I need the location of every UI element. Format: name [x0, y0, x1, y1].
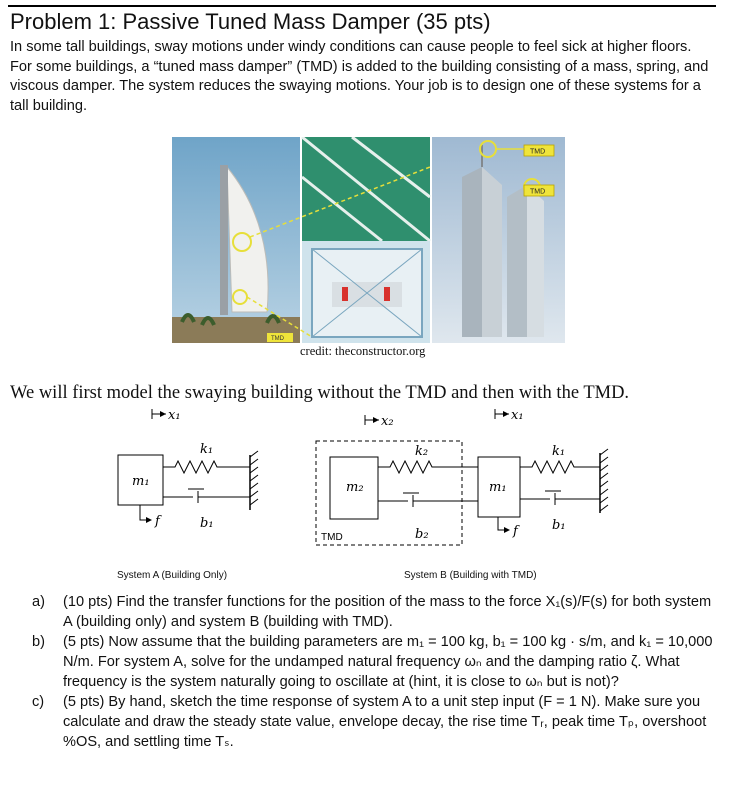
question-b-text: (5 pts) Now assume that the building parameters are m₁ = 100 kg, b₁ = 100 kg · s/m, and k₁ = 10,000 N/m. For system A, solve for the undamped natural frequency ωₙ and the damping ratio ζ. What frequency is the system naturally going to oscillate at (hint, it is close to ωₙ but is not)? — [63, 634, 713, 690]
system-a-spring-label: k₁ — [200, 442, 214, 457]
tmd-tag-lower: TMD — [530, 188, 546, 196]
question-a — [10, 592, 720, 632]
system-b-diagram — [316, 408, 608, 545]
system-a-mass-label: m₁ — [132, 474, 150, 489]
tmd-box-label: TMD — [321, 532, 343, 543]
lead-sentence: We will first model the swaying building without the TMD and then with the TMD. — [10, 383, 630, 403]
system-a-x1-label: x₁ — [168, 408, 181, 423]
system-b-m1-label: m₁ — [489, 480, 507, 495]
intro-paragraph: In some tall buildings, sway motions under windy conditions can cause people to feel sick at higher floors. For some buildings, a “tuned mass damper” (TMD) is added to the building consisting of a mass, spring, and viscous damper. The system reduces the swaying motions. Your job is to design one of these systems for a tall building. — [10, 39, 709, 114]
system-a-diagram — [118, 408, 258, 531]
tmd-tag-left: TMD — [271, 336, 284, 342]
question-c — [10, 692, 720, 752]
system-b-b1-label: b₁ — [552, 518, 566, 533]
photo-damper-closeup — [302, 137, 430, 343]
problem-title: Problem 1: Passive Tuned Mass Damper (35 pts) — [10, 9, 491, 34]
photo-credit: credit: theconstructor.org — [300, 344, 426, 358]
system-a-caption: System A (Building Only) — [117, 570, 228, 581]
top-rule — [8, 5, 716, 7]
system-a-damper-label: b₁ — [200, 516, 214, 531]
question-c-marker: c) — [32, 694, 45, 710]
system-a-force-label: f — [155, 514, 160, 529]
system-b-k1-label: k₁ — [552, 444, 566, 459]
photo-sail-building — [172, 137, 300, 343]
system-b-x2-label: x₂ — [381, 414, 394, 429]
system-b-x1-label: x₁ — [511, 408, 524, 423]
tmd-tag-upper: TMD — [530, 148, 546, 156]
system-b-m2-label: m₂ — [346, 480, 364, 495]
question-c-text: (5 pts) By hand, sketch the time response of system A to a unit step input (F = 1 N). Make sure you calculate and draw the steady state value, envelope decay, the rise time Tᵣ, peak time Tₚ, overshoot %OS, and settling time Tₛ. — [63, 694, 707, 750]
system-b-b2-label: b₂ — [415, 527, 429, 542]
question-a-text: (10 pts) Find the transfer functions for the position of the mass to the force X₁(s)/F(s) for both system A (building only) and system B (building with TMD). — [63, 594, 712, 630]
question-a-marker: a) — [32, 594, 45, 610]
question-list — [10, 592, 720, 752]
question-b — [10, 632, 720, 692]
building-photos-figure — [172, 137, 565, 351]
system-b-caption: System B (Building with TMD) — [404, 570, 537, 581]
photo-twin-towers — [432, 137, 565, 343]
system-b-k2-label: k₂ — [415, 444, 429, 459]
mass-spring-damper-diagram — [100, 405, 660, 565]
system-b-force-label: f — [513, 524, 518, 539]
question-b-marker: b) — [32, 634, 45, 650]
